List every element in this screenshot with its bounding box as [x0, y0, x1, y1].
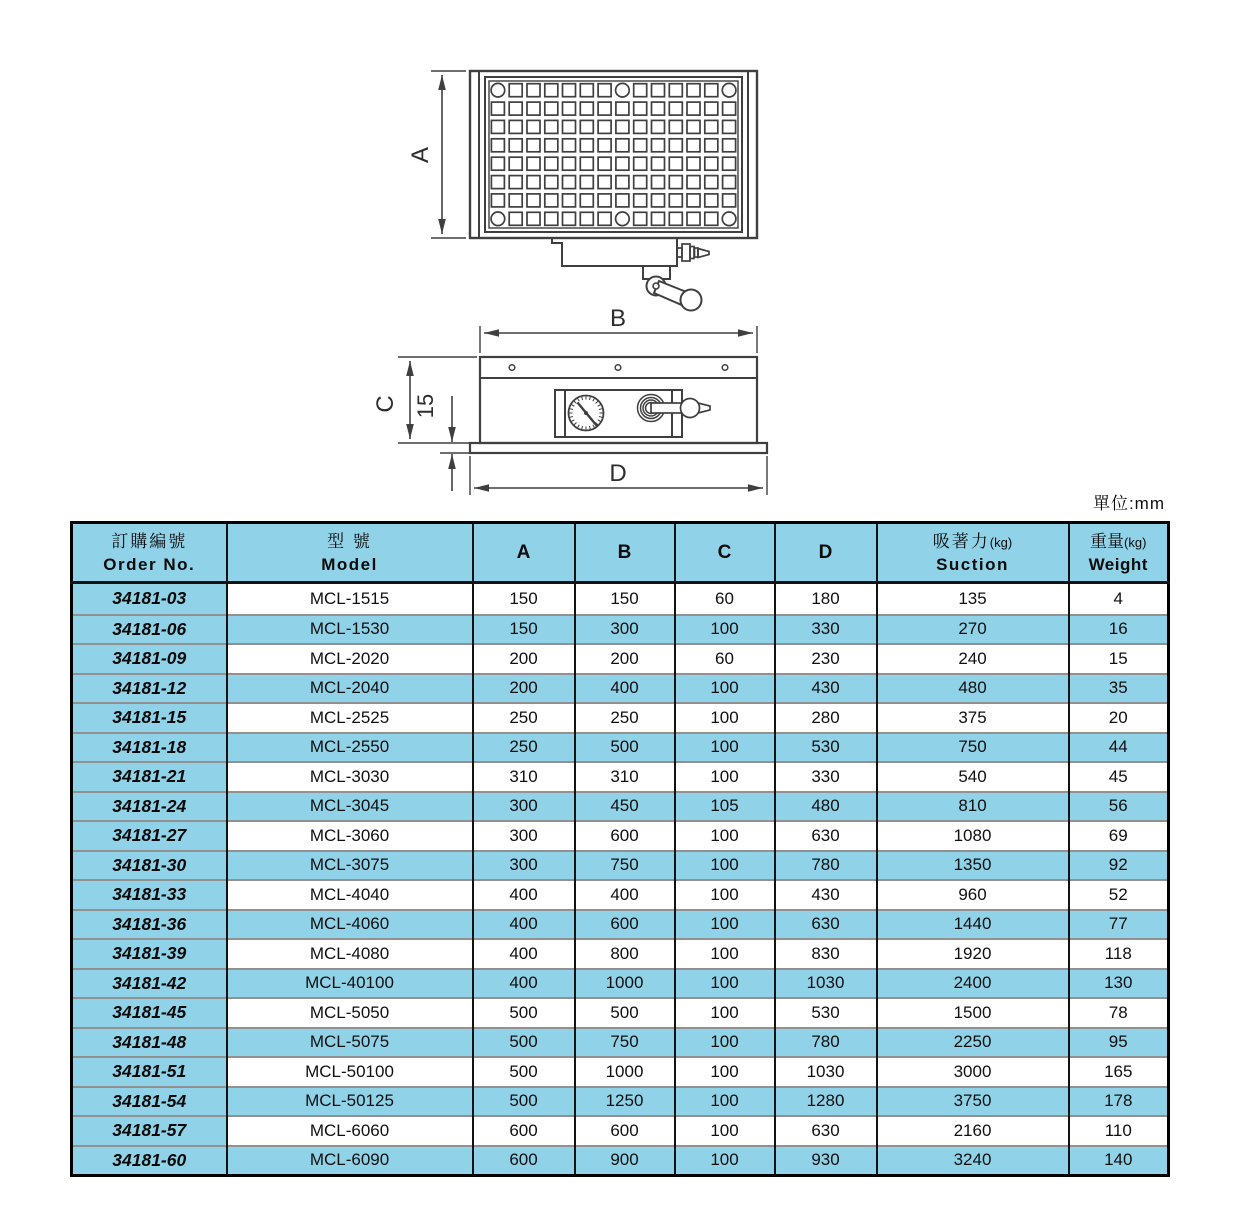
table-row [72, 821, 1169, 851]
spec-cell: 78 [1069, 998, 1169, 1028]
spec-cell: 800 [575, 939, 675, 969]
spec-cell: 20 [1069, 703, 1169, 733]
table-row [72, 762, 1169, 792]
spec-cell: 100 [675, 733, 775, 763]
table-row [72, 1028, 1169, 1058]
order-no-cell: 34181-30 [72, 851, 227, 881]
order-no-cell: 34181-18 [72, 733, 227, 763]
dim-label-c: C [372, 395, 399, 413]
spec-cell: 500 [575, 733, 675, 763]
table-row [72, 733, 1169, 763]
spec-cell: MCL-4080 [227, 939, 473, 969]
spec-cell: 240 [877, 644, 1069, 674]
spec-cell: 100 [675, 1146, 775, 1176]
order-no-cell: 34181-09 [72, 644, 227, 674]
spec-cell: 100 [675, 1116, 775, 1146]
spec-cell: 900 [575, 1146, 675, 1176]
spec-cell: 100 [675, 674, 775, 704]
spec-cell: MCL-5050 [227, 998, 473, 1028]
spec-cell: 960 [877, 880, 1069, 910]
spec-cell: 95 [1069, 1028, 1169, 1058]
order-no-cell: 34181-57 [72, 1116, 227, 1146]
spec-cell: 118 [1069, 939, 1169, 969]
header-zh: 吸著力(kg) [932, 532, 1013, 552]
dim-label-d: D [609, 460, 627, 487]
spec-cell: 69 [1069, 821, 1169, 851]
spec-cell: 930 [775, 1146, 877, 1176]
spec-cell: 400 [575, 674, 675, 704]
spec-cell: 600 [473, 1146, 575, 1176]
header-letter: B [617, 541, 632, 563]
spec-cell: 300 [473, 792, 575, 822]
spec-cell: 400 [473, 969, 575, 999]
spec-cell: 150 [473, 615, 575, 645]
col-header-suction [877, 523, 1069, 583]
spec-cell: 270 [877, 615, 1069, 645]
spec-cell: 100 [675, 910, 775, 940]
table-row [72, 1146, 1169, 1176]
spec-cell: 330 [775, 762, 877, 792]
spec-cell: 16 [1069, 615, 1169, 645]
order-no-cell: 34181-06 [72, 615, 227, 645]
order-no-cell: 34181-33 [72, 880, 227, 910]
spec-cell: 150 [473, 583, 575, 615]
spec-table-body [72, 583, 1169, 1176]
base-flange [470, 443, 767, 453]
top-view-drawing [431, 71, 757, 311]
spec-cell: 480 [877, 674, 1069, 704]
order-no-cell: 34181-60 [72, 1146, 227, 1176]
header-letter: D [818, 541, 833, 563]
spec-cell: 750 [575, 1028, 675, 1058]
spec-cell: 100 [675, 703, 775, 733]
spec-cell: 430 [775, 674, 877, 704]
spec-cell: 630 [775, 1116, 877, 1146]
spec-cell: 100 [675, 880, 775, 910]
spec-cell: 100 [675, 1028, 775, 1058]
spec-cell: 230 [775, 644, 877, 674]
spec-cell: 310 [473, 762, 575, 792]
spec-cell: 530 [775, 998, 877, 1028]
dim-label-flange: 15 [413, 393, 438, 419]
table-row [72, 910, 1169, 940]
dim-label-a: A [407, 146, 434, 164]
spec-cell: 400 [575, 880, 675, 910]
spec-cell: 500 [473, 998, 575, 1028]
spec-cell: MCL-1530 [227, 615, 473, 645]
spec-cell: 250 [473, 733, 575, 763]
order-no-cell: 34181-03 [72, 583, 227, 615]
spec-cell: 45 [1069, 762, 1169, 792]
spec-cell: 600 [575, 821, 675, 851]
spec-cell: MCL-1515 [227, 583, 473, 615]
spec-cell: 830 [775, 939, 877, 969]
spec-cell: 100 [675, 1087, 775, 1117]
spec-cell: 750 [877, 733, 1069, 763]
unit-note: 單位:mm [1092, 494, 1165, 513]
spec-cell: MCL-3075 [227, 851, 473, 881]
spec-cell: 100 [675, 821, 775, 851]
col-header-d [775, 523, 877, 583]
chuck-pole-grid [491, 83, 736, 225]
spec-cell: MCL-2040 [227, 674, 473, 704]
col-header-b [575, 523, 675, 583]
spec-cell: 15 [1069, 644, 1169, 674]
spec-cell: MCL-3045 [227, 792, 473, 822]
spec-cell: 1030 [775, 969, 877, 999]
order-no-cell: 34181-24 [72, 792, 227, 822]
spec-cell: 500 [473, 1087, 575, 1117]
spec-cell: 1920 [877, 939, 1069, 969]
spec-cell: 500 [473, 1057, 575, 1087]
header-unit: (kg) [1124, 535, 1147, 551]
header-zh: 型 號 [327, 532, 372, 552]
spec-cell: 400 [473, 880, 575, 910]
spec-cell: 60 [675, 644, 775, 674]
spec-cell: 1250 [575, 1087, 675, 1117]
spec-table [70, 521, 1170, 1177]
spec-cell: 1280 [775, 1087, 877, 1117]
spec-cell: 530 [775, 733, 877, 763]
spec-cell: 100 [675, 851, 775, 881]
spec-cell: 92 [1069, 851, 1169, 881]
header-en: Suction [936, 555, 1009, 575]
spec-cell: 44 [1069, 733, 1169, 763]
control-panel [555, 390, 710, 437]
col-header-order-no [72, 523, 227, 583]
spec-cell: 1000 [575, 1057, 675, 1087]
spec-cell: 300 [473, 851, 575, 881]
spec-cell: MCL-4040 [227, 880, 473, 910]
spec-cell: 250 [575, 703, 675, 733]
col-header-a [473, 523, 575, 583]
order-no-cell: 34181-45 [72, 998, 227, 1028]
spec-cell: MCL-5075 [227, 1028, 473, 1058]
table-row [72, 939, 1169, 969]
header-zh: 重量(kg) [1090, 532, 1147, 552]
pressure-gauge [569, 396, 604, 431]
spec-cell: 180 [775, 583, 877, 615]
spec-cell: MCL-2020 [227, 644, 473, 674]
spec-cell: MCL-2550 [227, 733, 473, 763]
spec-cell: 178 [1069, 1087, 1169, 1117]
spec-cell: 100 [675, 615, 775, 645]
spec-cell: 750 [575, 851, 675, 881]
handle-ball [681, 290, 702, 311]
spec-cell: 430 [775, 880, 877, 910]
spec-cell: 200 [473, 674, 575, 704]
spec-cell: 1440 [877, 910, 1069, 940]
header-zh: 訂購編號 [111, 532, 188, 552]
header-letter: A [516, 541, 531, 563]
spec-cell: 100 [675, 939, 775, 969]
dim-label-b: B [609, 305, 627, 332]
spec-cell: 3000 [877, 1057, 1069, 1087]
spec-cell: 130 [1069, 969, 1169, 999]
spec-cell: 140 [1069, 1146, 1169, 1176]
spec-cell: 135 [877, 583, 1069, 615]
spec-cell: 780 [775, 851, 877, 881]
spec-cell: 310 [575, 762, 675, 792]
spec-cell: 1030 [775, 1057, 877, 1087]
spec-cell: 540 [877, 762, 1069, 792]
spec-cell: 500 [575, 998, 675, 1028]
header-en: Weight [1088, 555, 1148, 575]
spec-cell: 100 [675, 762, 775, 792]
spec-cell: 630 [775, 910, 877, 940]
spec-cell: MCL-6060 [227, 1116, 473, 1146]
order-no-cell: 34181-36 [72, 910, 227, 940]
spec-cell: MCL-50100 [227, 1057, 473, 1087]
spec-cell: 500 [473, 1028, 575, 1058]
table-row [72, 969, 1169, 999]
spec-cell: 1080 [877, 821, 1069, 851]
spec-cell: MCL-3060 [227, 821, 473, 851]
spec-cell: 600 [575, 1116, 675, 1146]
spec-cell: 52 [1069, 880, 1169, 910]
header-en: Model [321, 555, 378, 575]
spec-cell: 300 [575, 615, 675, 645]
table-row [72, 1087, 1169, 1117]
order-no-cell: 34181-48 [72, 1028, 227, 1058]
table-row [72, 644, 1169, 674]
order-no-cell: 34181-51 [72, 1057, 227, 1087]
table-row [72, 703, 1169, 733]
col-header-weight [1069, 523, 1169, 583]
table-row [72, 792, 1169, 822]
spec-cell: 3750 [877, 1087, 1069, 1117]
table-row [72, 851, 1169, 881]
spec-cell: MCL-4060 [227, 910, 473, 940]
valve-housing [552, 239, 709, 311]
spec-cell: 375 [877, 703, 1069, 733]
spec-cell: 400 [473, 910, 575, 940]
table-row [72, 1057, 1169, 1087]
spec-cell: 1500 [877, 998, 1069, 1028]
order-no-cell: 34181-42 [72, 969, 227, 999]
spec-cell: 480 [775, 792, 877, 822]
spec-cell: 300 [473, 821, 575, 851]
spec-cell: 100 [675, 1057, 775, 1087]
spec-cell: 1350 [877, 851, 1069, 881]
order-no-cell: 34181-15 [72, 703, 227, 733]
header-letter: C [717, 541, 732, 563]
spec-cell: 330 [775, 615, 877, 645]
spec-cell: 60 [675, 583, 775, 615]
spec-cell: 600 [575, 910, 675, 940]
spec-cell: 200 [575, 644, 675, 674]
col-header-c [675, 523, 775, 583]
spec-cell: 780 [775, 1028, 877, 1058]
order-no-cell: 34181-27 [72, 821, 227, 851]
spec-cell: MCL-50125 [227, 1087, 473, 1117]
spec-cell: MCL-40100 [227, 969, 473, 999]
spec-cell: 100 [675, 998, 775, 1028]
header-unit: (kg) [989, 535, 1013, 551]
spec-cell: 200 [473, 644, 575, 674]
spec-cell: MCL-3030 [227, 762, 473, 792]
spec-cell: 56 [1069, 792, 1169, 822]
dimension-a [431, 71, 466, 238]
side-view-drawing [398, 326, 767, 495]
spec-cell: 150 [575, 583, 675, 615]
spec-cell: 1000 [575, 969, 675, 999]
spec-cell: 280 [775, 703, 877, 733]
spec-cell: 2400 [877, 969, 1069, 999]
spec-cell: 600 [473, 1116, 575, 1146]
spec-cell: 77 [1069, 910, 1169, 940]
order-no-cell: 34181-39 [72, 939, 227, 969]
header-en: Order No. [103, 555, 196, 575]
spec-cell: 630 [775, 821, 877, 851]
table-row [72, 583, 1169, 615]
knob-ball [681, 399, 700, 418]
lever-handle [643, 266, 702, 311]
spec-cell: 2250 [877, 1028, 1069, 1058]
spec-cell: 110 [1069, 1116, 1169, 1146]
order-no-cell: 34181-12 [72, 674, 227, 704]
table-row [72, 880, 1169, 910]
spec-cell: MCL-2525 [227, 703, 473, 733]
spec-cell: 450 [575, 792, 675, 822]
spec-cell: 4 [1069, 583, 1169, 615]
spec-cell: 105 [675, 792, 775, 822]
spec-cell: MCL-6090 [227, 1146, 473, 1176]
spec-cell: 100 [675, 969, 775, 999]
order-no-cell: 34181-21 [72, 762, 227, 792]
spec-cell: 400 [473, 939, 575, 969]
table-header-row [72, 523, 1169, 583]
technical-drawing [0, 0, 1240, 515]
table-row [72, 998, 1169, 1028]
spec-cell: 250 [473, 703, 575, 733]
spec-cell: 165 [1069, 1057, 1169, 1087]
table-row [72, 615, 1169, 645]
hose-nipple [677, 244, 709, 261]
table-row [72, 1116, 1169, 1146]
spec-cell: 35 [1069, 674, 1169, 704]
table-row [72, 674, 1169, 704]
col-header-model [227, 523, 473, 583]
spec-cell: 2160 [877, 1116, 1069, 1146]
order-no-cell: 34181-54 [72, 1087, 227, 1117]
spec-cell: 810 [877, 792, 1069, 822]
spec-cell: 3240 [877, 1146, 1069, 1176]
